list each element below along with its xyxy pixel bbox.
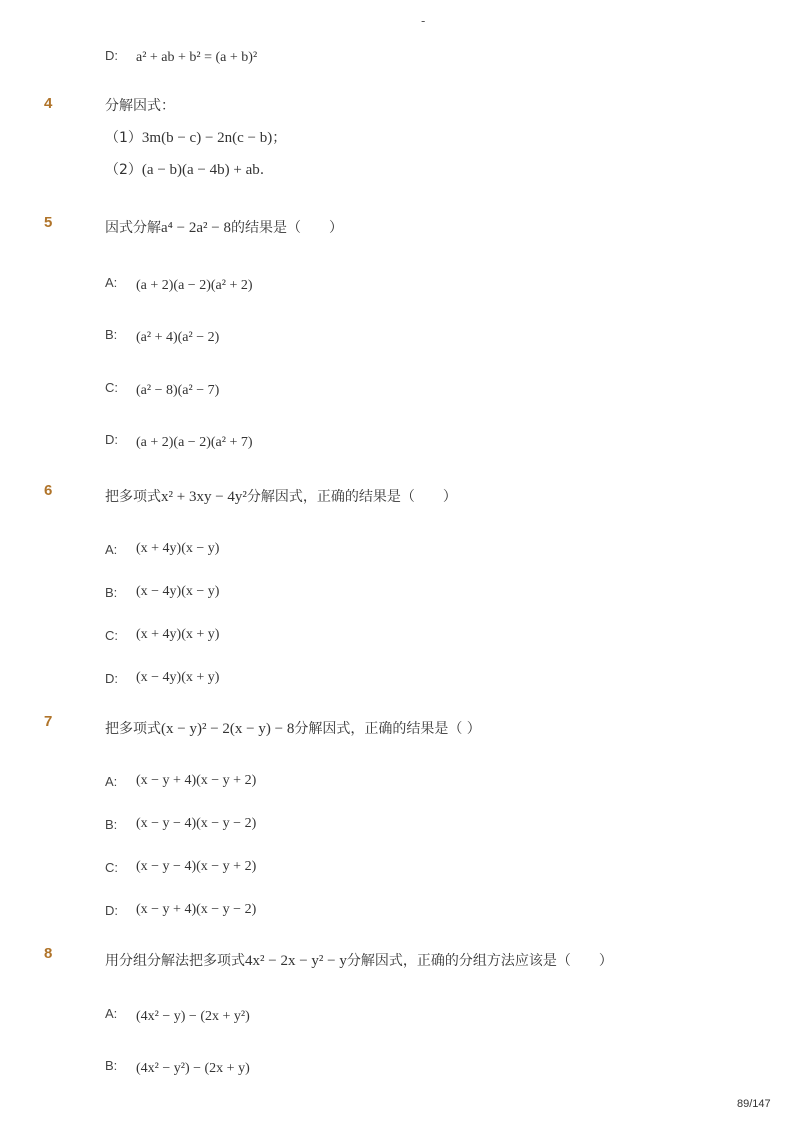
header-mark: - — [421, 14, 426, 28]
q8-option-a-math: (4x² − y) − (2x + y²) — [136, 1009, 250, 1024]
q4-sub2-math: (a − b)(a − 4b) + ab — [141, 162, 260, 178]
q4-stem: 分解因式： — [105, 98, 175, 114]
q6-option-a-math: (x + 4y)(x − y) — [136, 541, 220, 556]
q8-option-b-label: B: — [105, 1058, 118, 1073]
q5-option-a-math: (a + 2)(a − 2)(a² + 2) — [136, 278, 253, 293]
q4-sub1 — [105, 127, 286, 147]
q5-option-d-math: (a + 2)(a − 2)(a² + 7) — [136, 435, 253, 450]
q6-option-c-math: (x + 4y)(x + y) — [136, 627, 220, 642]
question-number-7: 7 — [44, 713, 53, 730]
q4-sub1-label: （1） — [105, 130, 142, 146]
q5-option-c-math: (a² − 8)(a² − 7) — [136, 383, 220, 398]
q4-sub2 — [105, 159, 264, 179]
q6-stem-math: x² + 3xy − 4y² — [161, 489, 247, 505]
q6-option-b-label: B: — [105, 585, 118, 600]
q6-option-b-math: (x − 4y)(x − y) — [136, 584, 220, 599]
question-number-8: 8 — [44, 945, 53, 962]
q7-option-c-math: (x − y − 4)(x − y + 2) — [136, 859, 257, 874]
q5-option-b-label: B: — [105, 327, 118, 342]
question-number-5: 5 — [44, 214, 53, 231]
q5-stem — [105, 217, 343, 237]
q7-stem — [105, 718, 481, 738]
q5-option-b-math: (a² + 4)(a² − 2) — [136, 330, 220, 345]
q4-sub1-math: 3m(b − c) − 2n(c − b) — [141, 130, 273, 146]
q7-option-b-label: B: — [105, 817, 118, 832]
q4-sub1-end: ； — [272, 130, 287, 146]
q7-option-c-label: C: — [105, 860, 118, 875]
q7-option-d-math: (x − y + 4)(x − y − 2) — [136, 902, 257, 917]
q5-option-d-label: D: — [105, 432, 118, 447]
q8-stem-post: 分解因式，正确的分组方法应该是（ ） — [346, 953, 613, 969]
q3-option-d-math: a² + ab + b² = (a + b)² — [136, 50, 258, 65]
q8-stem-math: 4x² − 2x − y² − y — [245, 953, 347, 969]
q7-stem-post: 分解因式，正确的结果是（ ） — [294, 721, 481, 737]
q6-stem-post: 分解因式，正确的结果是（ ） — [246, 489, 457, 505]
q5-option-c-label: C: — [105, 380, 118, 395]
q6-stem-pre: 把多项式 — [105, 489, 161, 505]
q8-stem-pre: 用分组分解法把多项式 — [105, 953, 245, 969]
q8-stem — [105, 950, 613, 970]
q6-stem — [105, 486, 457, 506]
q7-option-a-math: (x − y + 4)(x − y + 2) — [136, 773, 257, 788]
q7-option-b-math: (x − y − 4)(x − y − 2) — [136, 816, 257, 831]
q5-option-a-label: A: — [105, 275, 118, 290]
q7-stem-pre: 把多项式 — [105, 721, 161, 737]
q6-option-d-math: (x − 4y)(x + y) — [136, 670, 220, 685]
q7-option-d-label: D: — [105, 903, 118, 918]
q8-option-b-math: (4x² − y²) − (2x + y) — [136, 1061, 250, 1076]
q7-stem-math: (x − y)² − 2(x − y) − 8 — [161, 721, 295, 737]
q4-sub2-end: . — [259, 162, 265, 178]
q6-option-c-label: C: — [105, 628, 118, 643]
q6-option-d-label: D: — [105, 671, 118, 686]
q4-sub2-label: （2） — [105, 162, 142, 178]
q5-stem-math: a⁴ − 2a² − 8 — [161, 220, 231, 236]
question-number-4: 4 — [44, 95, 53, 112]
page-number: 89/147 — [737, 1098, 771, 1110]
q6-option-a-label: A: — [105, 542, 118, 557]
q5-stem-post: 的结果是（ ） — [230, 220, 343, 236]
q8-option-a-label: A: — [105, 1006, 118, 1021]
q3-option-d-label: D: — [105, 48, 118, 63]
q5-stem-pre: 因式分解 — [105, 220, 161, 236]
q7-option-a-label: A: — [105, 774, 118, 789]
question-number-6: 6 — [44, 482, 53, 499]
